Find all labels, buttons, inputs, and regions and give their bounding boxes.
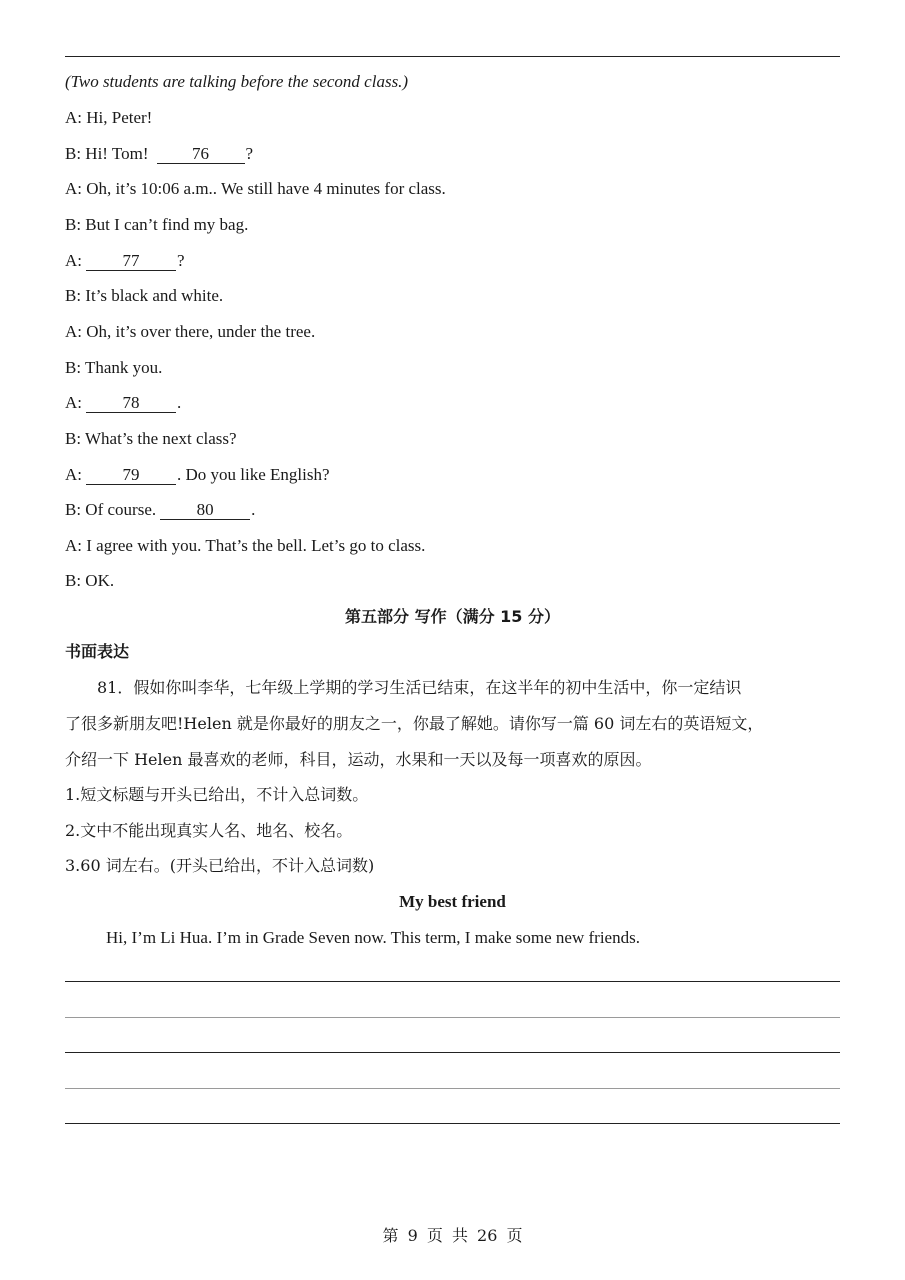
essay-title: My best friend: [399, 892, 506, 911]
essay-opening: Hi, I’m Li Hua. I’m in Grade Seven now. This term, I make some new friends.: [106, 928, 640, 947]
answer-blank-79[interactable]: 79: [86, 465, 176, 485]
line-text-after: .: [177, 393, 182, 412]
answer-blank-80[interactable]: 80: [160, 500, 250, 520]
section-title: 第五部分 写作（满分 15 分）: [345, 607, 560, 626]
answer-blank-76[interactable]: 76: [157, 144, 245, 164]
requirement-2: 2.文中不能出现真实人名、地名、校名。: [65, 821, 353, 840]
dialogue-line-14: B: OK.: [65, 571, 115, 590]
dialogue-line-4: B: But I can’t find my bag.: [65, 215, 249, 234]
line-text-before: B: Of course.: [65, 500, 157, 519]
top-rule: [65, 56, 840, 57]
dialogue-line-3: A: Oh, it’s 10:06 a.m.. We still have 4 minutes for class.: [65, 179, 446, 198]
prompt-line-2: 了很多新朋友吧!Helen 就是你最好的朋友之一，你最了解她。请你写一篇 60 词左右的英语短文，: [65, 714, 764, 733]
prompt-line-3: 介绍一下 Helen 最喜欢的老师，科目，运动，水果和一天以及每一项喜欢的原因。: [65, 750, 652, 769]
dialogue-line-12: [65, 499, 255, 521]
dialogue-line-10: B: What’s the next class?: [65, 429, 237, 448]
page-footer: 第 9 页 共 26 页: [382, 1226, 523, 1245]
dialogue-line-9: [65, 392, 181, 414]
writing-line[interactable]: [65, 1123, 840, 1124]
line-text-after: . Do you like English?: [177, 465, 330, 484]
sub-heading: 书面表达: [65, 642, 130, 661]
dialogue-line-2: [65, 143, 253, 165]
dialogue-line-6: B: It’s black and white.: [65, 286, 224, 305]
writing-line[interactable]: [65, 1052, 840, 1053]
answer-blank-78[interactable]: 78: [86, 393, 176, 413]
writing-line[interactable]: [65, 1088, 840, 1089]
line-text-before: A:: [65, 393, 82, 412]
scene-description: (Two students are talking before the second class.): [65, 72, 409, 91]
dialogue-line-11: [65, 464, 330, 486]
writing-line[interactable]: [65, 981, 840, 982]
requirement-3: 3.60 词左右。(开头已给出，不计入总词数): [65, 856, 375, 875]
dialogue-line-5: [65, 250, 185, 272]
dialogue-line-13: A: I agree with you. That’s the bell. Let’s go to class.: [65, 536, 426, 555]
answer-blank-77[interactable]: 77: [86, 251, 176, 271]
requirement-1: 1.短文标题与开头已给出，不计入总词数。: [65, 785, 369, 804]
prompt-line-1: 81．假如你叫李华，七年级上学期的学习生活已结束，在这半年的初中生活中，你一定结识: [65, 678, 742, 697]
line-text-after: ?: [245, 144, 254, 163]
writing-line[interactable]: [65, 1017, 840, 1018]
dialogue-line-1: A: Hi, Peter!: [65, 108, 153, 127]
line-text-before: A:: [65, 251, 82, 270]
line-text-after: .: [251, 500, 256, 519]
line-text-before: A:: [65, 465, 82, 484]
line-text-before: B: Hi! Tom!: [65, 144, 149, 163]
dialogue-line-7: A: Oh, it’s over there, under the tree.: [65, 322, 316, 341]
dialogue-line-8: B: Thank you.: [65, 358, 163, 377]
line-text-after: ?: [177, 251, 185, 270]
